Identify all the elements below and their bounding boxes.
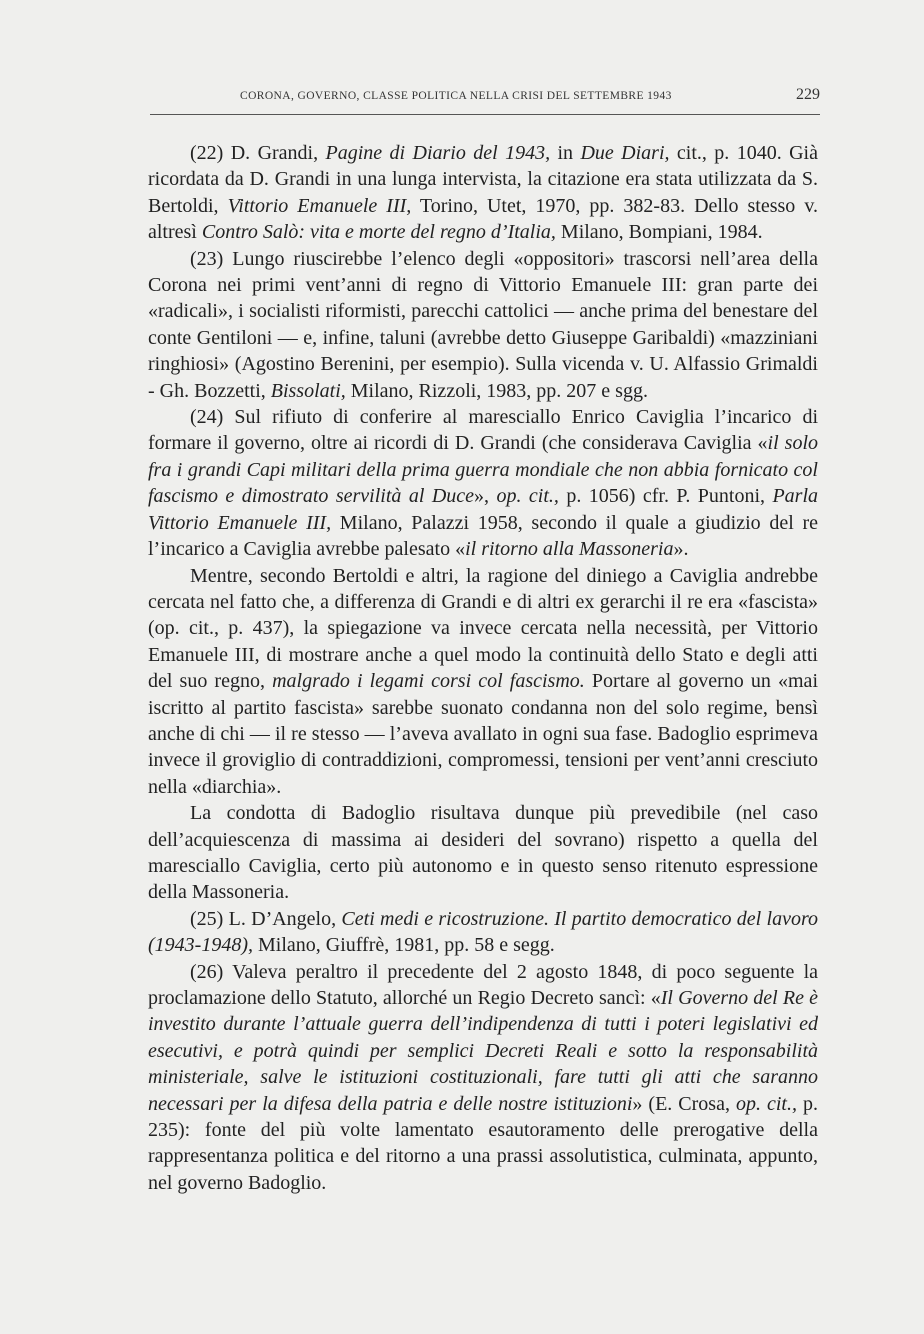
page-header [150, 80, 820, 115]
footnote-26: (26) Valeva peraltro il precedente del 2 agosto 1848, di poco seguente la proclamazione dello Statuto, allorché un Regio Decreto sancì: «Il Governo del Re è investito durante l’attuale guerra dell’indipendenza di tutti i poteri legislativi ed esecutivi, e potrà quindi per semplici Decreti Reali e sotto la responsabilità ministeriale, salve le istituzioni costituzionali, fare tutti gli atti che saranno necessari per la difesa della patria e delle nostre istituzioni» (E. Crosa, op. cit., p. 235): fonte del più volte lamentato esautoramento delle prerogative della rappresentanza politica e del ritorno a una prassi assolutistica, culminata, appunto, nel governo Badoglio. [148, 960, 818, 1194]
paragraph-condotta: La condotta di Badoglio risultava dunque più prevedibile (nel caso dell’acquiescenza di massima ai desideri del sovrano) rispetto a quella del maresciallo Caviglia, certo più autonomo e in questo senso ritenuto espressione della Massoneria. [148, 802, 818, 904]
footnote-25: (25) L. D’Angelo, Ceti medi e ricostruzione. Il partito democratico del lavoro (1943-1948), Milano, Giuffrè, 1981, pp. 58 e segg. [148, 907, 818, 957]
footnote-24: (24) Sul rifiuto di conferire al maresciallo Enrico Caviglia l’incarico di formare il governo, oltre ai ricordi di D. Grandi (che considerava Caviglia «il solo fra i grandi Capi militari della prima guerra mondiale che non abbia fornicato col fascismo e dimostrato servilità al Duce», op. cit., p. 1056) cfr. P. Puntoni, Parla Vittorio Emanuele III, Milano, Palazzi 1958, secondo il quale a giudizio del re l’incarico a Caviglia avrebbe palesato «il ritorno alla Massoneria». [148, 406, 819, 561]
body-text [148, 140, 818, 1196]
paragraph-mentre: Mentre, secondo Bertoldi e altri, la ragione del diniego a Caviglia andrebbe cercata nel fatto che, a differenza di Grandi e di altri ex gerarchi il re era «fascista» (op. cit., p. 437), la spiegazione va invece cercata nella necessità, per Vittorio Emanuele III, di mostrare anche a quel modo la continuità dello Stato e degli atti del suo regno, malgrado i legami corsi col fascismo. Portare al governo un «mai iscritto al partito fascista» sarebbe suonato condanna non del solo regime, bensì anche di chi — il re stesso — l’aveva avallato in ogni sua fase. Badoglio esprimeva invece il groviglio di contraddizioni, compromessi, tensioni per vent’anni cresciuto nella «diarchia». [148, 564, 818, 798]
page-number: 229 [796, 86, 820, 103]
footnote-23: (23) Lungo riuscirebbe l’elenco degli «oppositori» trascorsi nell’area della Corona nei primi vent’anni di regno di Vittorio Emanuele III: gran parte dei «radicali», i socialisti riformisti, parecchi cattolici — anche prima del benestare del conte Gentiloni — e, infine, taluni (avrebbe detto Giuseppe Garibaldi) «mazziniani ringhiosi» (Agostino Berenini, per esempio). Sulla vicenda v. U. Alfassio Grimaldi - Gh. Bozzetti, Bissolati, Milano, Rizzoli, 1983, pp. 207 e sgg. [148, 247, 818, 402]
footnote-22: (22) D. Grandi, Pagine di Diario del 1943, in Due Diari, cit., p. 1040. Già ricordata da D. Grandi in una lunga intervista, la citazione era stata utilizzata da S. Bertoldi, Vittorio Emanuele III, Torino, Utet, 1970, pp. 382-83. Dello stesso v. altresì Contro Salò: vita e morte del regno d’Italia, Milano, Bompiani, 1984. [148, 142, 819, 244]
running-head: CORONA, GOVERNO, CLASSE POLITICA NELLA CRISI DEL SETTEMBRE 1943 [240, 90, 672, 102]
